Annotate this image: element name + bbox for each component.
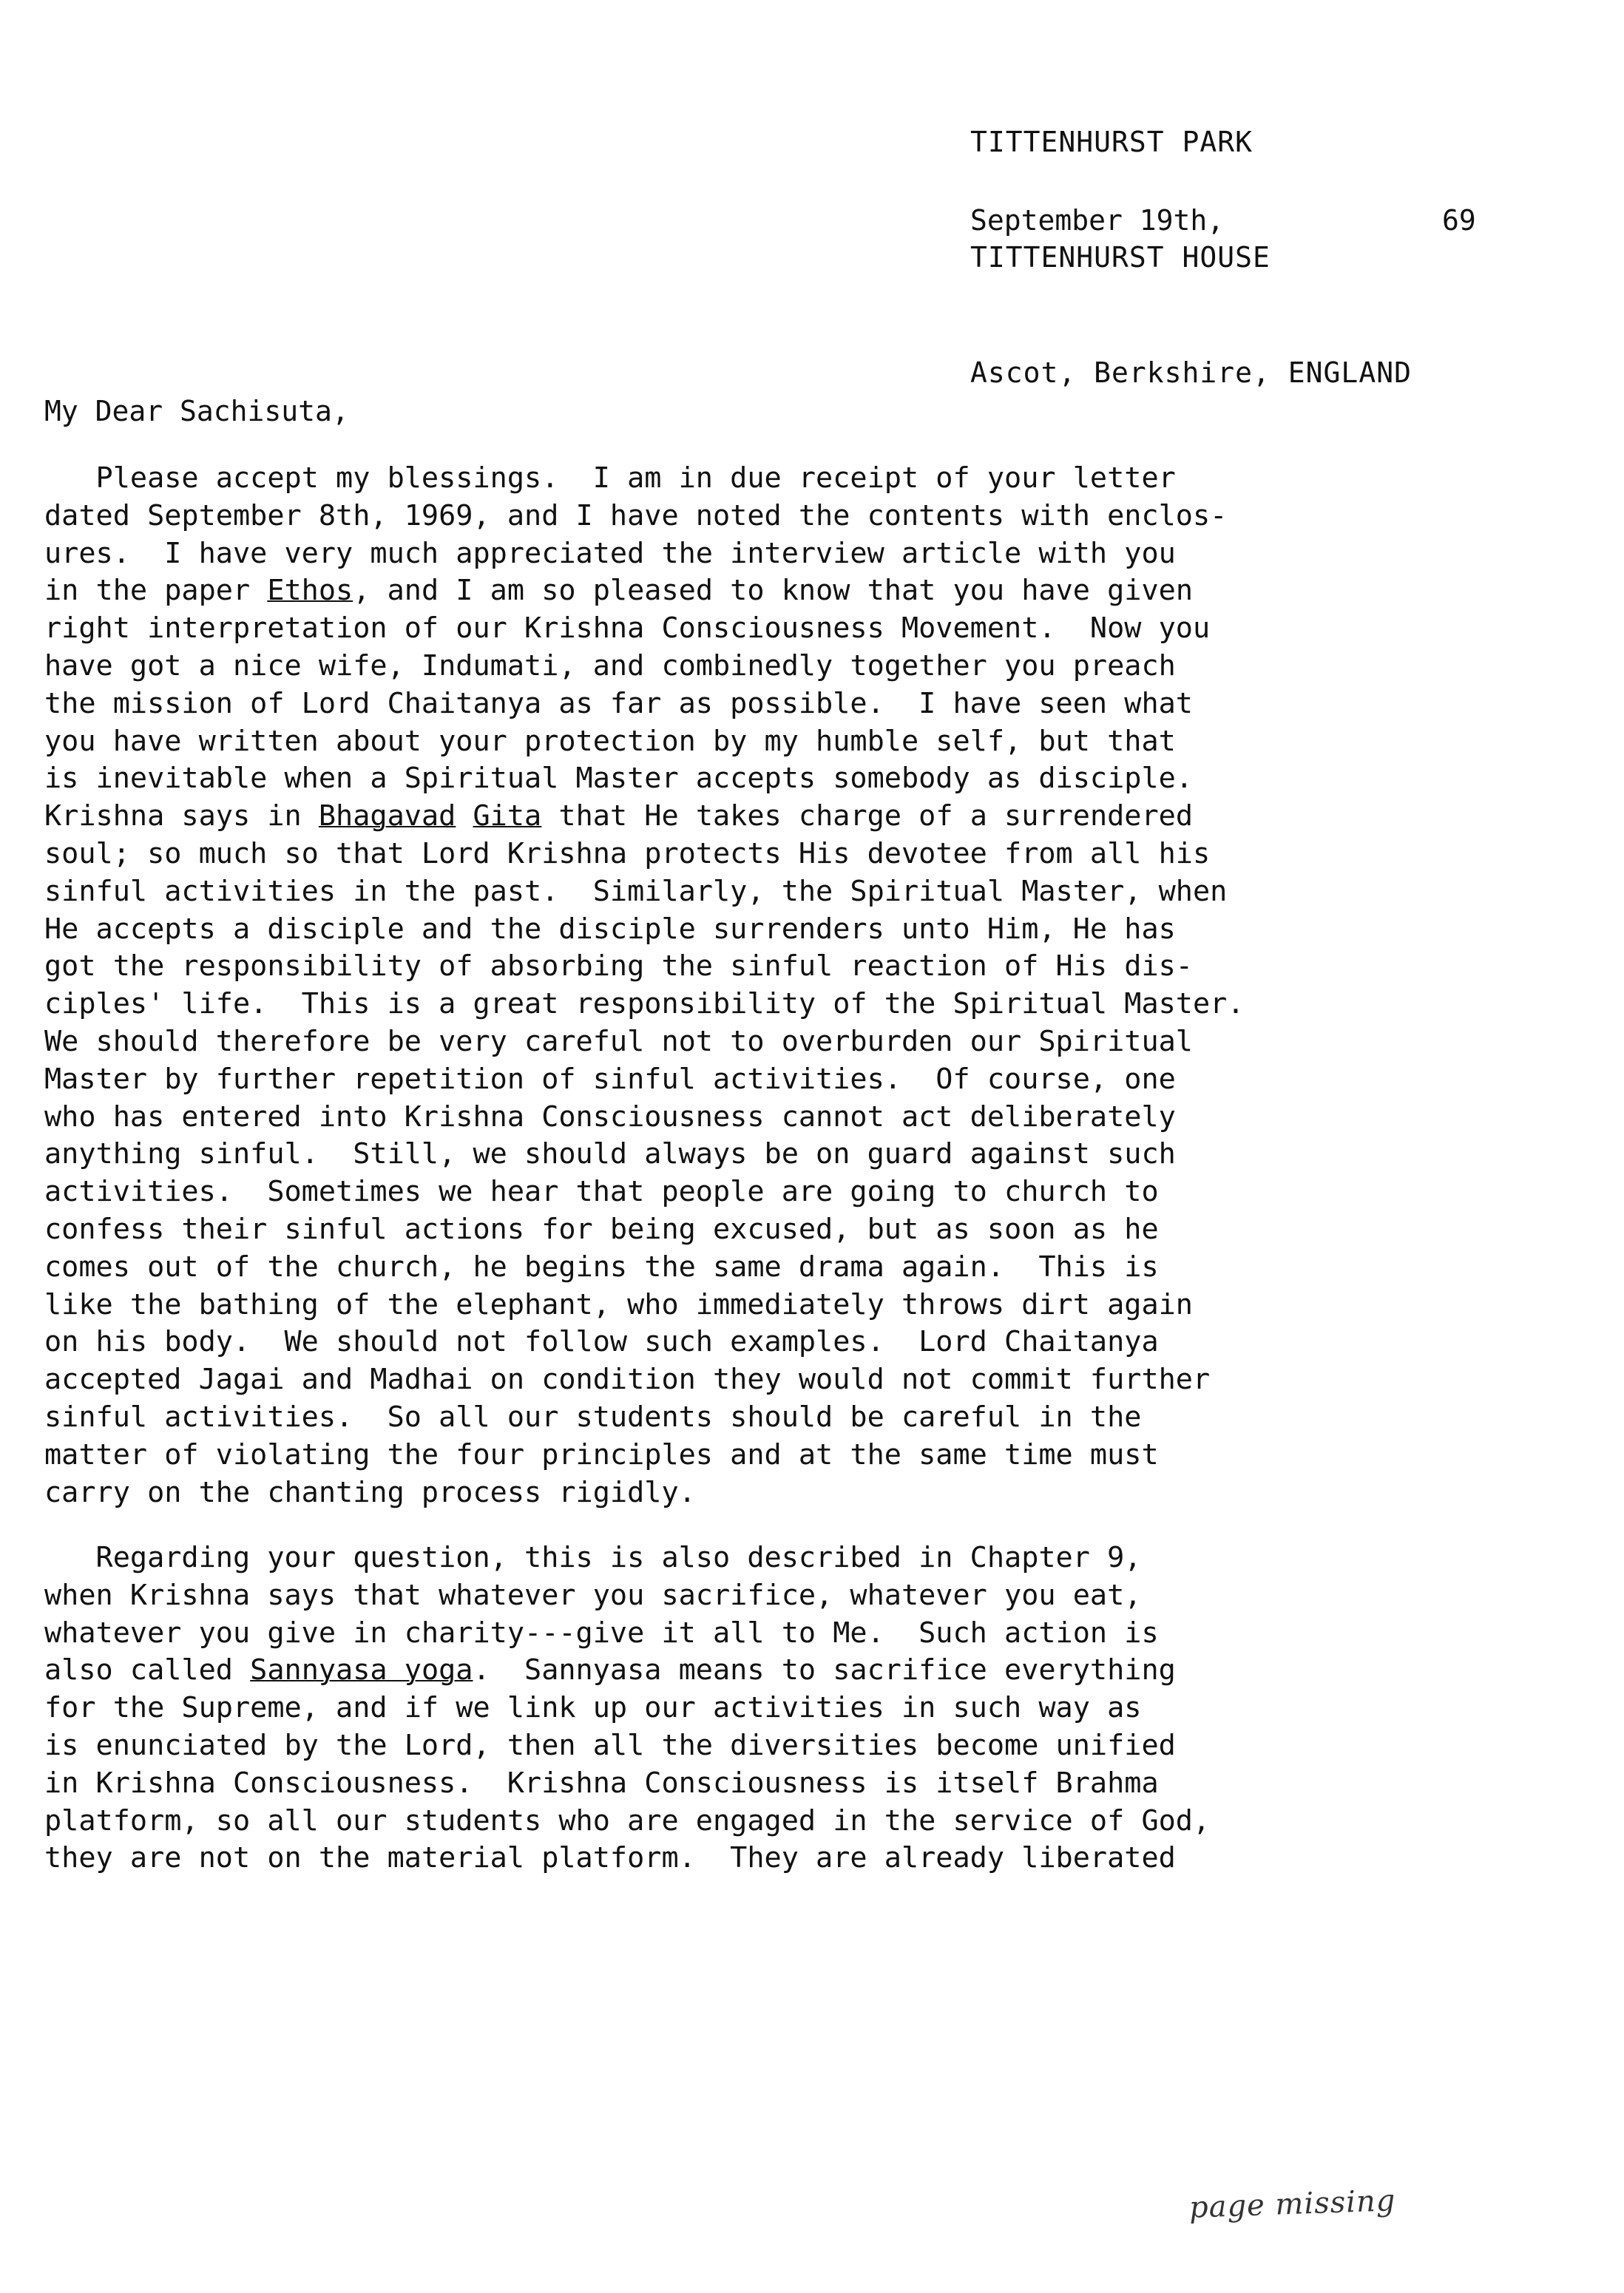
paragraph-1 xyxy=(44,460,1590,1511)
paragraph-line: Master by further repetition of sinful activities. Of course, one xyxy=(44,1062,1176,1096)
paragraph-line: on his body. We should not follow such examples. Lord Chaitanya xyxy=(44,1325,1159,1359)
paragraph-line: accepted Jagai and Madhai on condition they would not commit further xyxy=(44,1363,1211,1397)
paragraph-line: We should therefore be very careful not to overburden our Spiritual xyxy=(44,1024,1193,1058)
letterhead-line: TITTENHURST PARK xyxy=(970,126,1253,158)
underlined-title: Bhagavad xyxy=(318,799,456,833)
paragraph-line: platform, so all our students who are engaged in the service of God, xyxy=(44,1803,1211,1838)
underlined-title: Sannyasa yoga xyxy=(250,1653,473,1687)
paragraph-line: in the paper Ethos, and I am so pleased to know that you have given xyxy=(44,574,1194,608)
paragraph-line: comes out of the church, he begins the same drama again. This is xyxy=(44,1250,1159,1284)
paragraph-line: they are not on the material platform. They are already liberated xyxy=(44,1841,1176,1875)
paragraph-line: matter of violating the four principles and at the same time must xyxy=(44,1437,1159,1471)
paragraph-2 xyxy=(44,1540,1590,1877)
paragraph-line: the mission of Lord Chaitanya as far as possible. I have seen what xyxy=(44,686,1193,720)
letterhead-line: Ascot, Berkshire, ENGLAND xyxy=(970,356,1412,389)
paragraph-line: sinful activities in the past. Similarly, the Spiritual Master, when xyxy=(44,874,1228,908)
paragraph-line: Please accept my blessings. I am in due receipt of your letter xyxy=(44,461,1176,495)
paragraph-line: soul; so much so that Lord Krishna protects His devotee from all his xyxy=(44,836,1211,870)
paragraph-line: carry on the chanting process rigidly. xyxy=(44,1475,696,1509)
underlined-title: Gita xyxy=(473,799,542,833)
paragraph-line: ciples' life. This is a great responsibility of the Spiritual Master. xyxy=(44,987,1245,1021)
paragraph-line: anything sinful. Still, we should always be on guard against such xyxy=(44,1137,1176,1171)
paragraph-line: sinful activities. So all our students should be careful in the xyxy=(44,1400,1142,1434)
paragraph-line: Regarding your question, this is also described in Chapter 9, xyxy=(44,1541,1142,1574)
paragraph-line: have got a nice wife, Indumati, and combinedly together you preach xyxy=(44,648,1176,683)
paragraph-line: got the responsibility of absorbing the sinful reaction of His dis- xyxy=(44,949,1193,983)
paragraph-line: for the Supreme, and if we link up our activities in such way as xyxy=(44,1691,1142,1725)
salutation: My Dear Sachisuta, xyxy=(44,395,349,427)
paragraph-line: activities. Sometimes we hear that people are going to church to xyxy=(44,1175,1159,1209)
paragraph-line: He accepts a disciple and the disciple surrenders unto Him, He has xyxy=(44,912,1176,946)
paragraph-line: ures. I have very much appreciated the interview article with you xyxy=(44,536,1176,570)
paragraph-line: when Krishna says that whatever you sacrifice, whatever you eat, xyxy=(44,1578,1142,1612)
paragraph-line: right interpretation of our Krishna Consciousness Movement. Now you xyxy=(44,612,1211,646)
paragraph-line: confess their sinful actions for being excused, but as soon as he xyxy=(44,1212,1159,1246)
paragraph-line: whatever you give in charity---give it all to Me. Such action is xyxy=(44,1616,1159,1650)
paragraph-line: you have written about your protection by my humble self, but that xyxy=(44,724,1176,758)
letterhead-line: TITTENHURST HOUSE xyxy=(970,241,1271,274)
paragraph-line: is inevitable when a Spiritual Master accepts somebody as disciple. xyxy=(44,762,1193,796)
letter-date: September 19th, xyxy=(970,204,1225,237)
paragraph-line: who has entered into Krishna Consciousness cannot act deliberately xyxy=(44,1100,1176,1134)
underlined-title: Ethos xyxy=(267,574,353,608)
paragraph-line: in Krishna Consciousness. Krishna Consciousness is itself Brahma xyxy=(44,1766,1159,1800)
paragraph-line: like the bathing of the elephant, who immediately throws dirt again xyxy=(44,1287,1193,1321)
paragraph-line: Krishna says in Bhagavad Gita that He takes charge of a surrendered xyxy=(44,799,1194,833)
handwritten-note: page missing xyxy=(1188,2184,1397,2225)
letterhead-address xyxy=(970,46,1412,469)
letter-date-year: 69 xyxy=(1442,204,1476,237)
paragraph-line: dated September 8th, 1969, and I have noted the contents with enclos- xyxy=(44,498,1228,532)
paragraph-line: also called Sannyasa yoga. Sannyasa means to sacrifice everything xyxy=(44,1653,1176,1687)
paragraph-line: is enunciated by the Lord, then all the diversities become unified xyxy=(44,1728,1176,1762)
